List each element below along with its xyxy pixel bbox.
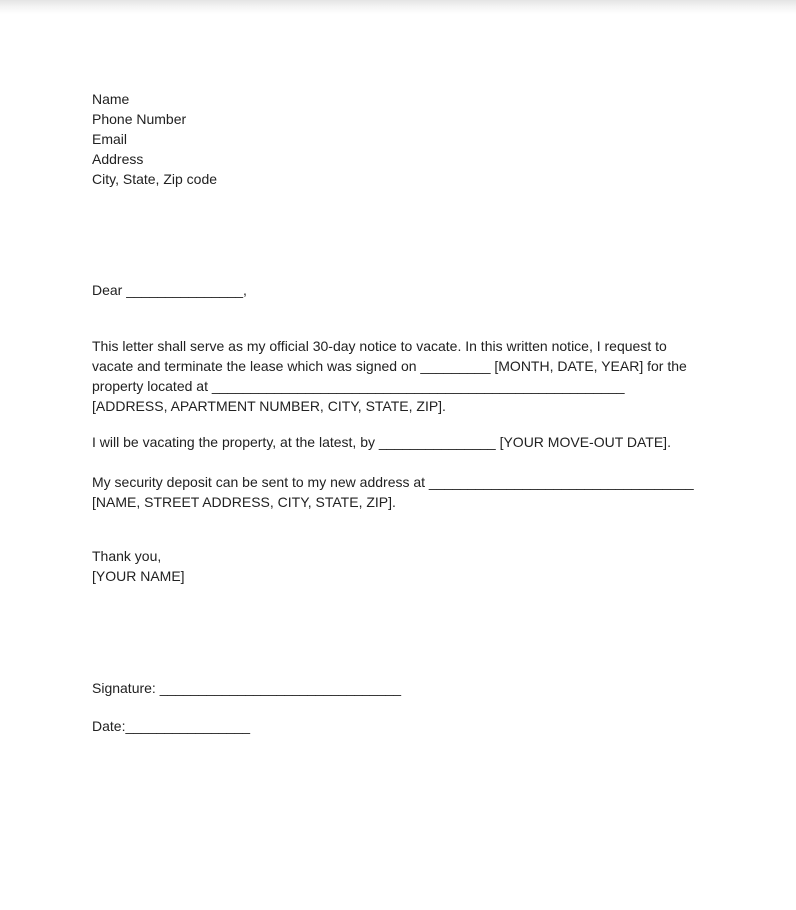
sender-phone-line: Phone Number (92, 111, 187, 127)
sender-address-line: Address (92, 151, 144, 167)
sender-contact-block (92, 89, 716, 189)
notice-paragraph (92, 336, 716, 416)
deposit-paragraph-line: [NAME, STREET ADDRESS, CITY, STATE, ZIP]. (92, 494, 396, 510)
moveout-paragraph (92, 432, 716, 452)
signature-line: Signature: _______________________________ (92, 680, 402, 696)
sender-name-line: Name (92, 91, 130, 107)
closing-name-line: [YOUR NAME] (92, 568, 185, 584)
sender-email-line: Email (92, 131, 128, 147)
salutation-line: Dear _______________, (92, 282, 247, 298)
notice-paragraph-line: property located at _____________________________________________________ (92, 378, 625, 394)
date-line: Date:________________ (92, 718, 251, 734)
notice-paragraph-line: [ADDRESS, APARTMENT NUMBER, CITY, STATE, ZIP]. (92, 398, 446, 414)
notice-paragraph-line: This letter shall serve as my official 30-day notice to vacate. In this written notice, I request to (92, 338, 667, 354)
deposit-paragraph (92, 472, 716, 512)
closing-block (92, 546, 716, 586)
closing-thank-you-line: Thank you, (92, 548, 162, 564)
moveout-paragraph-line: I will be vacating the property, at the latest, by _______________ [YOUR MOVE-OUT DATE]. (92, 434, 671, 450)
deposit-paragraph-line: My security deposit can be sent to my new address at __________________________________ (92, 474, 694, 490)
notice-paragraph-line: vacate and terminate the lease which was signed on _________ [MONTH, DATE, YEAR] for the (92, 358, 687, 374)
sender-city-state-zip-line: City, State, Zip code (92, 171, 218, 187)
